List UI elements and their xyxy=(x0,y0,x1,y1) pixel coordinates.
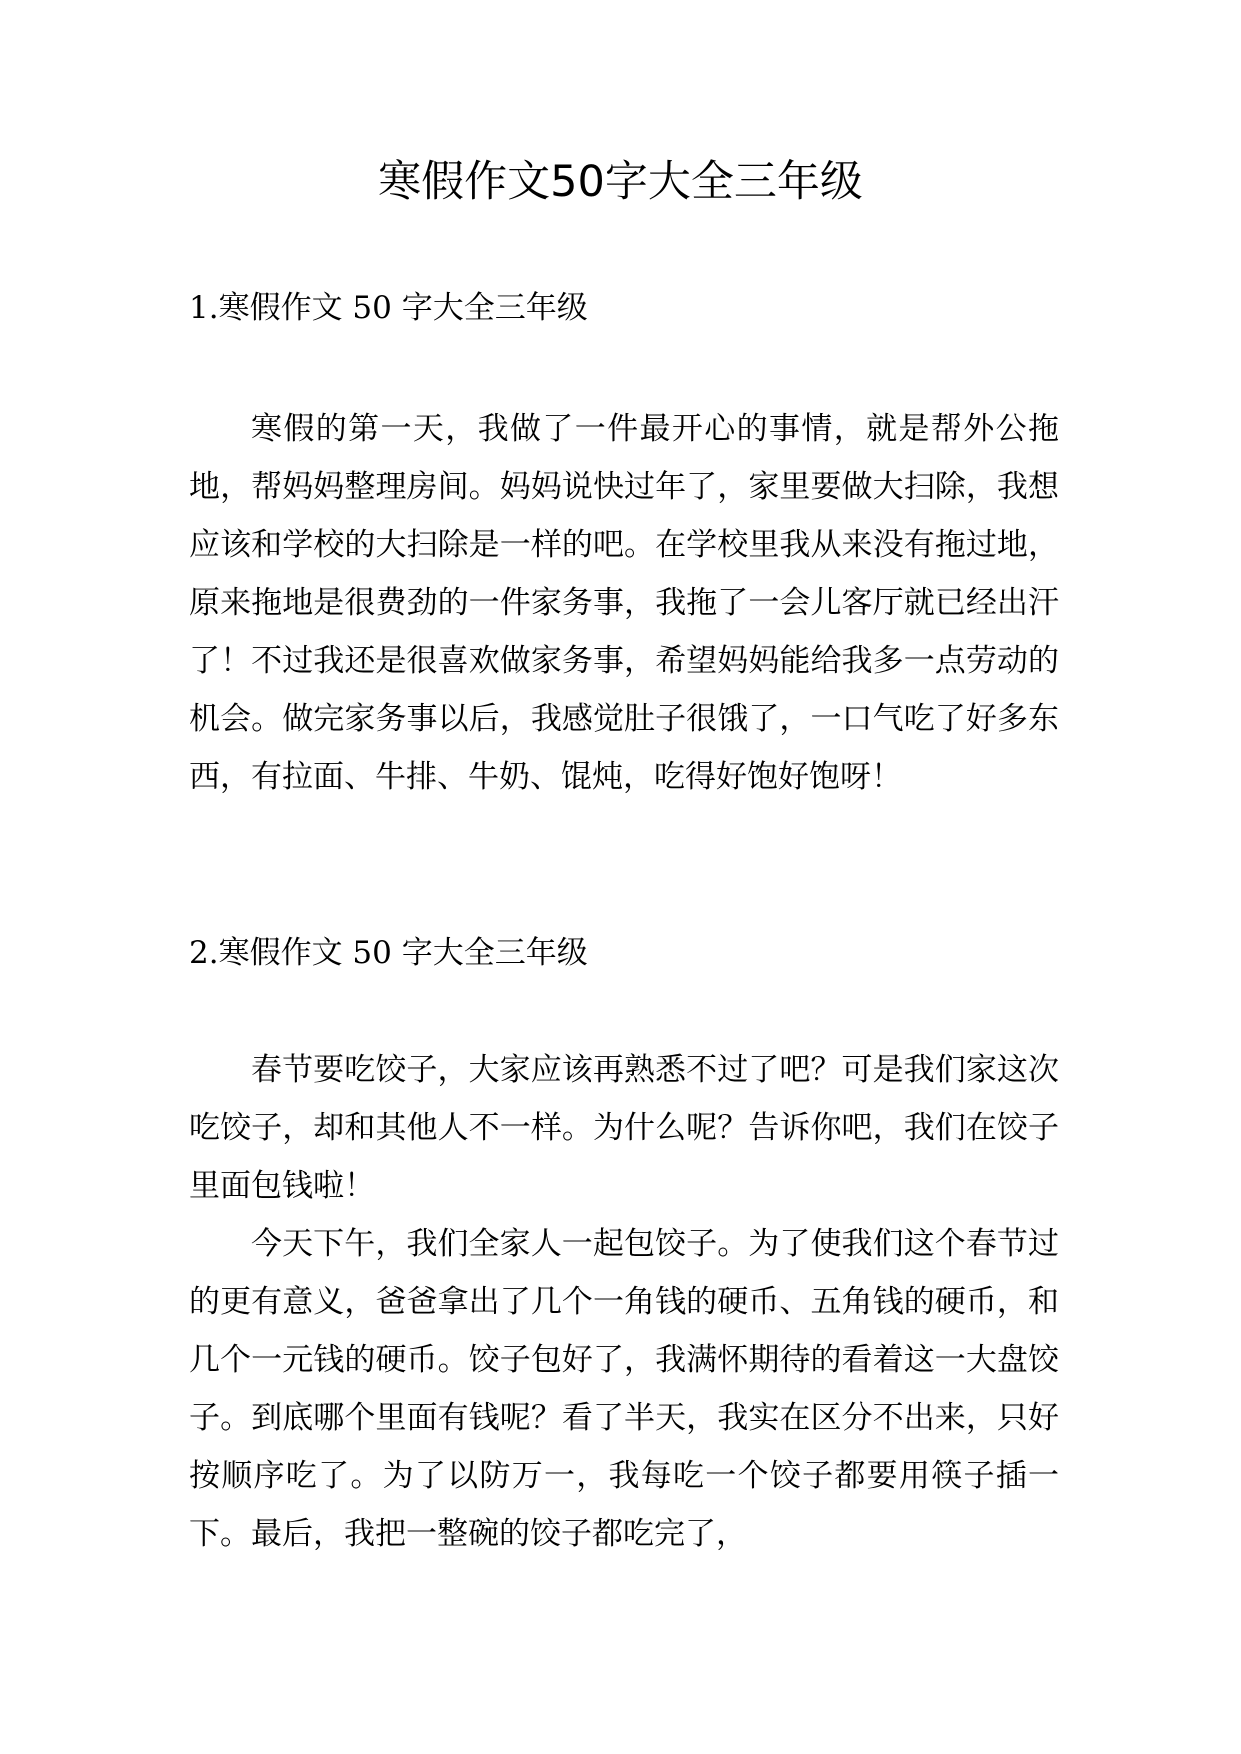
section-heading-1: 1.寒假作文 50 字大全三年级 xyxy=(189,290,588,326)
paragraph: 今天下午，我们全家人一起包饺子。为了使我们这个春节过的更有意义，爸爸拿出了几个一角钱的硬币、五角钱的硬币，和几个一元钱的硬币。饺子包好了，我满怀期待的看着这一大盘饺子。到底哪个里面有钱呢？看了半天，我实在区分不出来，只好按顺序吃了。为了以防万一，我每吃一个饺子都要用筷子插一下。最后，我把一整碗的饺子都吃完了， xyxy=(189,1226,1059,1552)
paragraph: 寒假的第一天，我做了一件最开心的事情，就是帮外公拖地，帮妈妈整理房间。妈妈说快过年了，家里要做大扫除，我想应该和学校的大扫除是一样的吧。在学校里我从来没有拖过地，原来拖地是很费劲的一件家务事，我拖了一会儿客厅就已经出汗了！不过我还是很喜欢做家务事，希望妈妈能给我多一点劳动的机会。做完家务事以后，我感觉肚子很饿了，一口气吃了好多东西，有拉面、牛排、牛奶、馄炖，吃得好饱好饱呀！ xyxy=(189,411,1059,795)
paragraph: 春节要吃饺子，大家应该再熟悉不过了吧？可是我们家这次吃饺子，却和其他人不一样。为什么呢？告诉你吧，我们在饺子里面包钱啦！ xyxy=(189,1052,1059,1204)
page-title: 寒假作文50字大全三年级 xyxy=(378,157,863,207)
section-body-2 xyxy=(189,1041,1059,1563)
section-body-1 xyxy=(189,400,1059,806)
section-heading-2: 2.寒假作文 50 字大全三年级 xyxy=(189,935,588,971)
